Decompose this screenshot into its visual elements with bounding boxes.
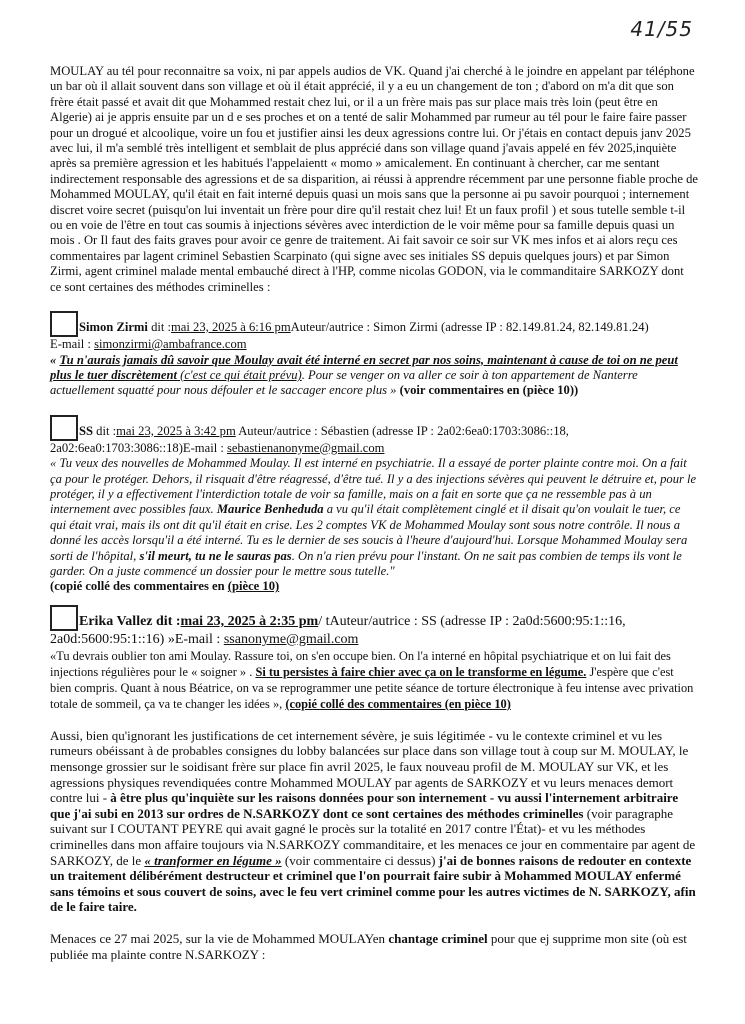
comment-text-2: a vu qu'il était complètement cinglé et il disait qu'on voulait le tuer, ce qui était vrai, mais ils ont dit qu'il était en crise. Les 2 comptes VK de Mohammed Moulay sont sous notre contrôle. Il nous a donné les accès lorsqu'il a été interné. Tu es le dernier de ses soucis à l'heure d'aujourd'hui. Lorsque Mohammed Moulay sera sorti de l'hôpital, [50, 502, 688, 563]
comment-header [50, 311, 698, 352]
comment-date-link[interactable]: mai 23, 2025 à 6:16 pm [171, 320, 291, 335]
final-bold: chantage criminel [388, 930, 488, 946]
comment-dit: dit : [152, 613, 181, 629]
conclusion-text-3: (voir commentaire ci dessus) [281, 852, 439, 868]
comment-header [50, 605, 698, 648]
comment-email-link[interactable]: sebastienanonyme@gmail.com [227, 440, 385, 455]
comment-meta: Auteur/autrice : Simon Zirmi (adresse IP : 82.149.81.24, 82.149.81.24) [290, 320, 649, 335]
comment-date-link[interactable]: mai 23, 2025 à 2:35 pm [180, 613, 319, 629]
comment-date-link[interactable]: mai 23, 2025 à 3:42 pm [116, 423, 236, 438]
email-label: »E-mail : [164, 631, 224, 647]
comment-name-bold: Maurice Benheduda [216, 502, 324, 517]
comment-note: (voir commentaires en (pièce 10)) [399, 383, 579, 398]
comment-email-link[interactable]: simonzirmi@ambafrance.com [94, 337, 247, 352]
comment-body [50, 353, 698, 399]
email-label: E-mail : [50, 337, 95, 352]
comment-erika-vallez [50, 605, 698, 648]
comment-text-2: J'espère que c'est bien compris. Quant à nous Béatrice, on va se reprogrammer une petite séance de torture électronique à feu intense avec privation totale de sommeil, ça va te changer les idées », [50, 664, 694, 711]
conclusion-bold-1: à être plus qu'inquiète sur les raisons données pour son internement - vu aussi l'internement arbitraire que j'ai subi en 2013 sur ordres de N.SARKOZY dont ce sont certaines des méthodes criminelles [50, 790, 679, 821]
comment-author: Erika Vallez [79, 613, 153, 629]
comment-text-1: «Tu devrais oublier ton ami Moulay. Rassure toi, on s'en occupe bien. On l'a interné en hôpital psychiatrique et on lui fait des injections régulières pour le « soigner » . [50, 648, 671, 679]
comment-body [50, 456, 698, 579]
note-prefix: (copié collé des commentaires en [50, 579, 228, 594]
final-paragraph [50, 931, 698, 962]
quote-open: « [50, 352, 60, 367]
intro-paragraph: MOULAY au tél pour reconnaitre sa voix, ni par appels audios de VK. Quand j'ai cherché à le joindre en appelant par téléphone un bar où il allait souvent dans son village et où il était apprécié, il y a eu un changement de ton ; d'abord on m'a dit que son frère était passé et avait dit que Mohammed restait chez lui, or il a un frère mais pas sur place mais très loin (peut être en Algerie) ai je appris ensuite par un d e ses proches et on a tenté de salir Mohammed par rumeur au tél pour le faire faire passer pour un drogué et alcoolique, voire un fou et justifier ainsi les deux agressions contre lui. Or j'étais en contact depuis janv 2025 avec lui, il m'a semblé très intelligent et semblait de plus apprécié dans son village quand j'avais appelé en fév 2025,inquiète après sa première agression et les habitués l'appelaientt « momo » amicalement. En continuant à chercher, car me sentant indirectement responsable des agressions et de sa disparition, ai réussi à apprendre récemment par une personne fiable proche de Mohammed MOULAY, qu'il était en fait interné depuis quasi un mois sans que la personne ai pu savoir pourquoi ; internement discret voire secret (puisqu'on lui inventait un frère pour dire qu'il restait chez lui! Et un faux profil ) et sous tutelle semble t-il ou en voie de l'être en tout cas soumis à injections sévères avec interdiction de le voir même pour sa famille depuis quasi un mois . Or Il faut des faits graves pour avoir ce genre de traitement. Ai fait savoir ce soir sur VK mes infos et ai alors reçu ces commentaires par lagent criminel Sebastien Scarpinato (qui signe avec ses initiales SS depuis quelques jours) et par Simon Zirmi, agent criminel malade mental embauché direct à l'HP, comme nicolas GODON, via le commanditaire SARKOZY dont ce sont certaines des méthodes criminelles : [50, 64, 698, 294]
comment-author: Simon Zirmi [79, 320, 148, 335]
final-text-2: pour que ej supprime mon site (où est publiée ma plainte contre N.SARKOZY : [50, 930, 687, 962]
conclusion-text-1: Aussi, bien qu'ignorant les justifications de cet internement sévère, je suis légitimée - vu le contexte criminel et vu les rumeurs obéissant à de probables consignes du lobby balancées sur place dans son village tout à coup sur M. MOULAY, le mensonge grossier sur le soidisant frère sur place fin avril 2025, le faux nouveau profil de M. MOULAY sur VK, et les agressions physiques revendiquées contre Mohammed MOULAY par agents de SARKOZY et vu leurs menaces demort contre lui - [50, 727, 689, 806]
comment-note: (copié collé des commentaires (en pièce 10) [285, 696, 511, 711]
final-text-1: Menaces ce 27 mai 2025, sur la vie de Mohammed MOULAYen [50, 930, 389, 946]
comment-dit: dit : [147, 320, 172, 335]
comment-dit: dit : [93, 423, 117, 438]
comment-ss [50, 415, 698, 595]
avatar-placeholder [50, 605, 78, 631]
comment-threat: Tu n'aurais jamais dû savoir que Moulay avait été interné en secret par nos soins, maintenant à cause de toi on ne peut plus le tuer discrètement [50, 352, 678, 382]
conclusion-text-2: (voir paragraphe suivant sur I COUTANT PEYRE qui avait gagné le procès sur la totalité en 2017 contre l'État)- et vu les méthodes criminelles dans mon affaire toujours via N.SARKOZY commanditaire, et les menaces ce jour en commentaire par agent de SARKOZY, de le [50, 805, 696, 868]
comment-erika-body [50, 648, 698, 712]
comment-author: SS [79, 423, 94, 438]
conclusion-quote: « tranformer en légume » [144, 852, 282, 868]
comment-body [50, 648, 698, 712]
email-label: E-mail : [182, 440, 227, 455]
comment-note [50, 579, 698, 594]
comment-rest: . Pour se venger on va aller ce soir à ton appartement de Nanterre actuellement squatté pour nous défouler et le saccager encore plus » [50, 367, 638, 398]
comment-meta: / tAuteur/autrice : SS (adresse IP : 2a0d:5600:95:1::16, 2a0d:5600:95:1::16) [50, 613, 626, 647]
comment-aside: (c'est ce qui était prévu) [176, 367, 302, 382]
comment-text-3: . On n'a rien prévu pour l'instant. On ne sait pas combien de temps ils vont le garder. On a juste commencé un dossier pour le mettre sous tutelle." [50, 548, 682, 578]
conclusion-paragraph [50, 728, 698, 915]
comment-threat: Si tu persistes à faire chier avec ça on le transforme en légume. [255, 664, 587, 679]
comment-threat: s'il meurt, tu ne le sauras pas [139, 548, 292, 563]
page-number: 41/55 [630, 17, 693, 41]
document-body [50, 64, 698, 962]
comment-email-link[interactable]: ssanonyme@gmail.com [223, 631, 359, 647]
comment-meta: Auteur/autrice : Sébastien (adresse IP : 2a02:6ea0:1703:3086::18, 2a02:6ea0:1703:3086::18) [50, 423, 569, 455]
conclusion-bold-2: j'ai de bonnes raisons de redouter en contexte un traitement délibérément destructeur et criminel que l'on pourrait faire subir à Mohammed MOULAY enfermé sans témoins et sous couvert de soins, avec le feu vert criminel comme pour les autres victimes de N. SARKOZY, afin de le faire taire. [50, 852, 696, 915]
avatar-placeholder [50, 415, 78, 441]
comment-text-1: « Tu veux des nouvelles de Mohammed Moulay. Il est interné en psychiatrie. Il a essayé de porter plainte contre moi. On a fait ça pour le protéger. Dehors, il risquait d'être réagressé, d'être tué. Il y a des injections sévères qui peuvent le détruire et, pour le protéger, il y a effectivement l'interdiction totale de voir sa famille, mais on a fait en sorte que ça ne ressemble pas à un internement avec possibles faux. [50, 456, 697, 517]
note-ref: (pièce 10) [227, 579, 280, 594]
comment-header [50, 415, 698, 456]
avatar-placeholder [50, 311, 78, 337]
comment-simon-zirmi [50, 311, 698, 399]
